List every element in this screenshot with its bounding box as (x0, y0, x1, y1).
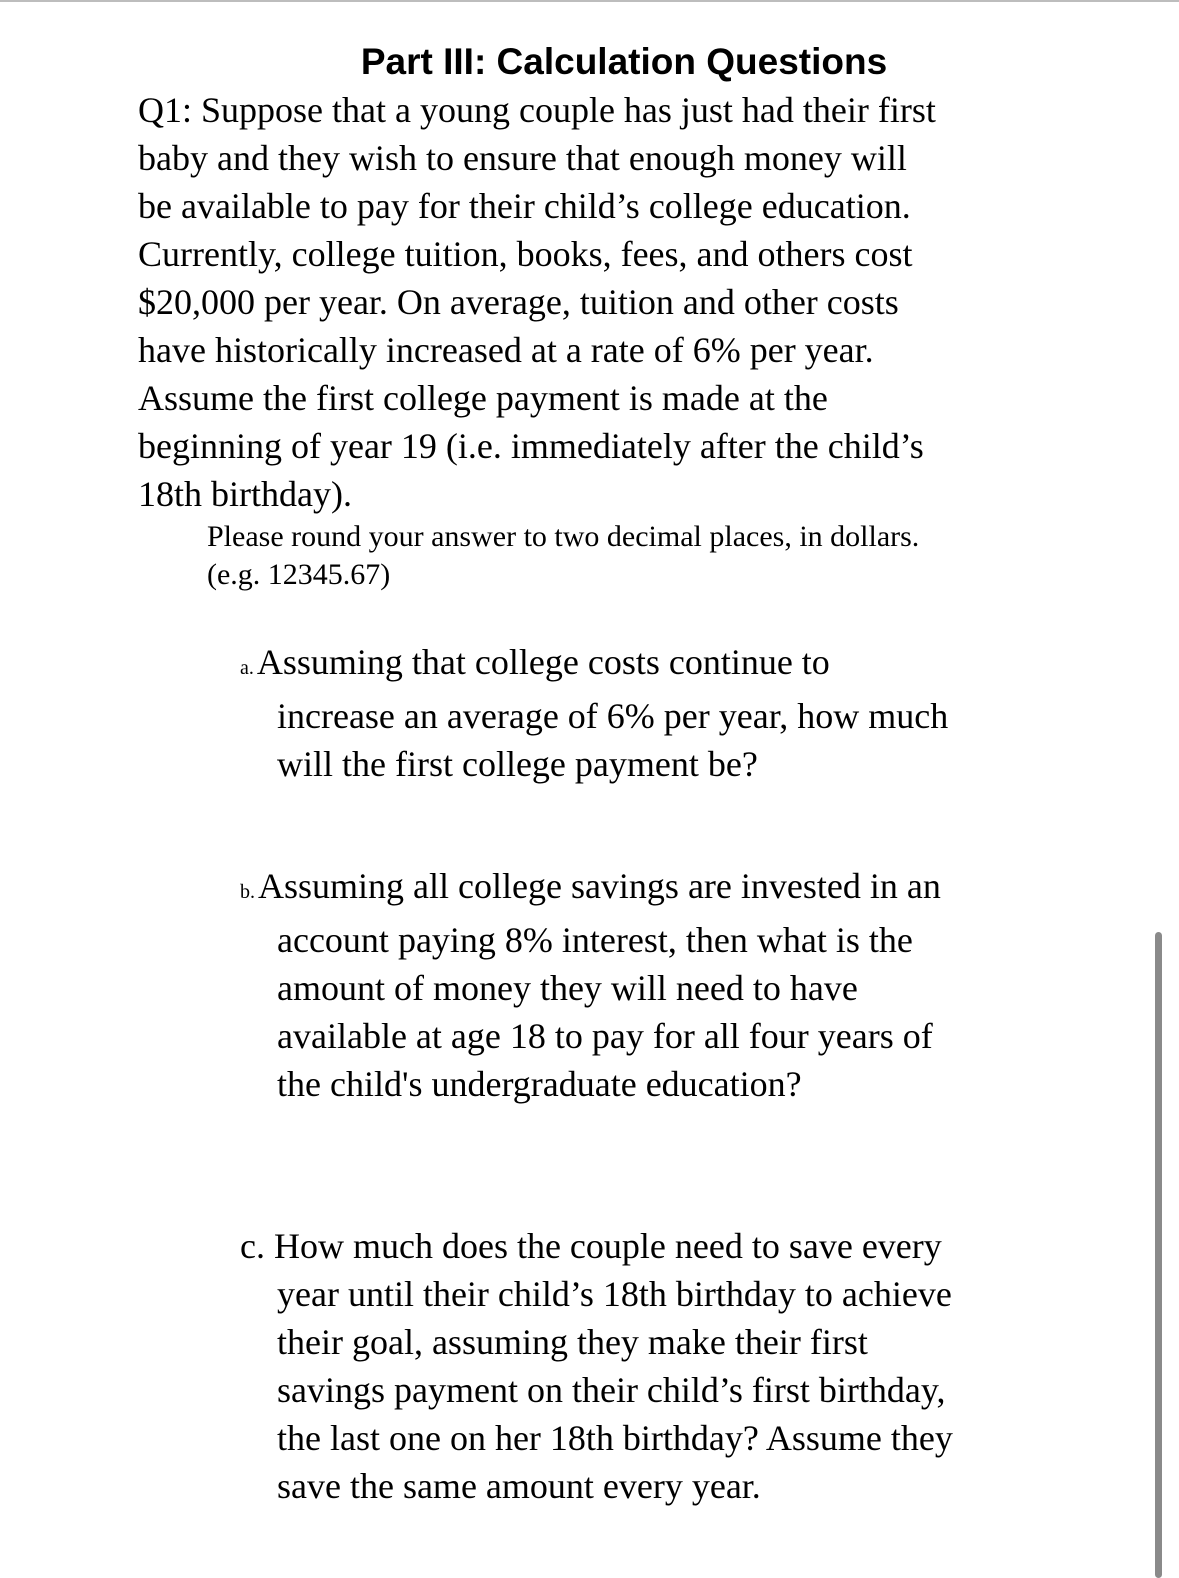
sub-question-b (240, 862, 1120, 1108)
sub-question-b-first-line (240, 862, 1120, 916)
instruction-line: (e.g. 12345.67) (207, 558, 391, 591)
question-1-line: be available to pay for their child’s college education. (138, 186, 911, 226)
sub-question-c-line: their goal, assuming they make their first (277, 1322, 868, 1362)
sub-question-c-line: How much does the couple need to save every (273, 1226, 942, 1266)
sub-question-b-line: the child's undergraduate education? (277, 1064, 802, 1104)
sub-question-c-marker: c. (240, 1226, 265, 1266)
sub-question-c (240, 1222, 1120, 1510)
question-1-line: Assume the first college payment is made at the (138, 378, 828, 418)
sub-question-a-line: Assuming that college costs continue to (256, 642, 830, 682)
sub-question-c-first-line (240, 1222, 1120, 1270)
vertical-scrollbar[interactable] (1155, 932, 1162, 1578)
sub-question-c-line: save the same amount every year. (277, 1466, 761, 1506)
sub-question-b-line: account paying 8% interest, then what is the (277, 920, 913, 960)
top-divider (0, 0, 1179, 2)
sub-question-c-line: savings payment on their child’s first birthday, (277, 1370, 946, 1410)
sub-question-b-line: amount of money they will need to have (277, 968, 858, 1008)
question-1-text (138, 86, 1078, 518)
question-1-line: Currently, college tuition, books, fees, and others cost (138, 234, 913, 274)
instruction-line: Please round your answer to two decimal places, in dollars. (207, 520, 920, 553)
sub-question-a-marker: a. (240, 657, 254, 679)
sub-question-c-line: the last one on her 18th birthday? Assume they (277, 1418, 953, 1458)
question-1-line: 18th birthday). (138, 474, 352, 514)
sub-question-b-marker: b. (240, 881, 255, 903)
page-title: Part III: Calculation Questions (360, 41, 888, 82)
question-1-line: $20,000 per year. On average, tuition and other costs (138, 282, 899, 322)
question-1-line: have historically increased at a rate of 6% per year. (138, 330, 874, 370)
sub-question-c-line: year until their child’s 18th birthday to achieve (277, 1274, 952, 1314)
sub-question-b-line: available at age 18 to pay for all four years of (277, 1016, 933, 1056)
question-1-line: baby and they wish to ensure that enough money will (138, 138, 907, 178)
question-1-line: beginning of year 19 (i.e. immediately after the child’s (138, 426, 924, 466)
rounding-instruction (207, 518, 1107, 594)
sub-question-a-line: increase an average of 6% per year, how much (277, 696, 949, 736)
sub-question-a (240, 638, 1120, 788)
sub-question-a-line: will the first college payment be? (277, 744, 758, 784)
sub-question-b-line: Assuming all college savings are invested in an (258, 866, 941, 906)
question-1-line: Q1: Suppose that a young couple has just had their first (138, 90, 936, 130)
sub-question-a-first-line (240, 638, 1120, 692)
